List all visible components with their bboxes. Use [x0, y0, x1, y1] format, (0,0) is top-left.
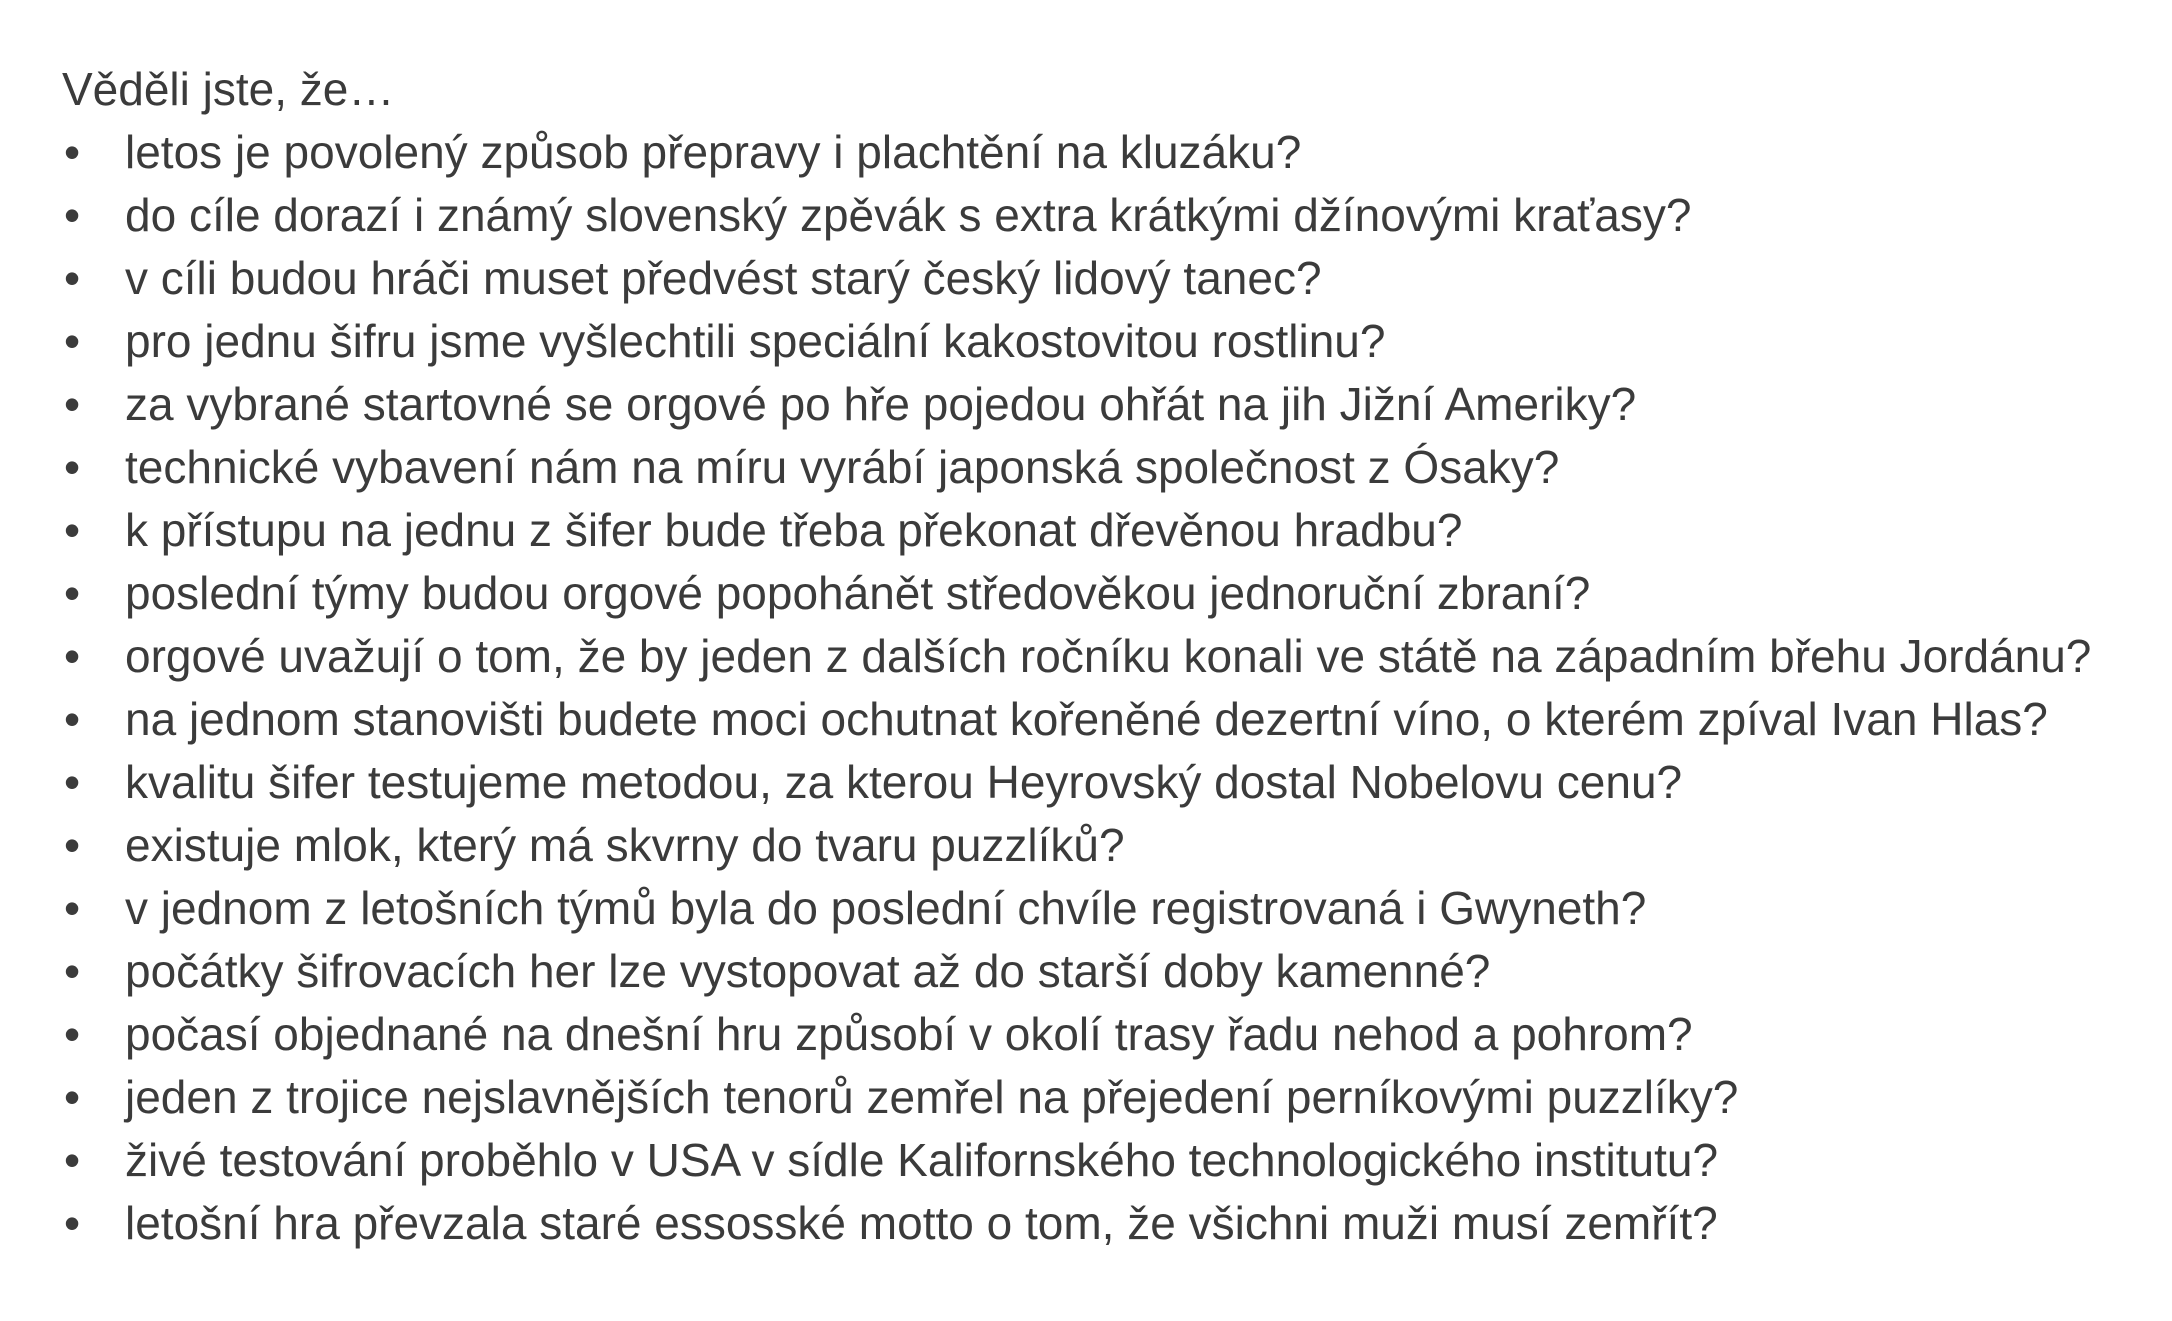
- bullet-icon: •: [64, 504, 81, 556]
- list-item: [62, 310, 2142, 373]
- list-item: [62, 247, 2142, 310]
- bullet-icon: •: [64, 1008, 81, 1060]
- bullet-icon: •: [64, 1134, 81, 1186]
- bullet-icon: •: [64, 1197, 81, 1249]
- list-item-text: kvalitu šifer testujeme metodou, za kterou Heyrovský dostal Nobelovu cenu?: [125, 756, 1683, 808]
- list-item: [62, 940, 2142, 1003]
- bullet-icon: •: [64, 315, 81, 367]
- bullet-icon: •: [64, 441, 81, 493]
- list-item: [62, 1129, 2142, 1192]
- list-item-text: za vybrané startovné se orgové po hře pojedou ohřát na jih Jižní Ameriky?: [125, 378, 1637, 430]
- list-item-text: poslední týmy budou orgové popohánět středověkou jednoruční zbraní?: [125, 567, 1591, 619]
- bullet-icon: •: [64, 693, 81, 745]
- list-item: [62, 877, 2142, 940]
- list-item-text: v cíli budou hráči muset předvést starý český lidový tanec?: [125, 252, 1322, 304]
- list-item: [62, 121, 2142, 184]
- list-item-text: existuje mlok, který má skvrny do tvaru puzzlíků?: [125, 819, 1125, 871]
- list-item: [62, 751, 2142, 814]
- list-item: [62, 184, 2142, 247]
- bullet-icon: •: [64, 189, 81, 241]
- list-item-text: do cíle dorazí i známý slovenský zpěvák s extra krátkými džínovými kraťasy?: [125, 189, 1692, 241]
- list-item-text: na jednom stanovišti budete moci ochutnat kořeněné dezertní víno, o kterém zpíval Ivan Hlas?: [125, 693, 2048, 745]
- bullet-icon: •: [64, 1071, 81, 1123]
- list-item: [62, 814, 2142, 877]
- bullet-icon: •: [64, 126, 81, 178]
- bullet-icon: •: [64, 252, 81, 304]
- intro-heading: Věděli jste, že…: [62, 63, 395, 115]
- bullet-icon: •: [64, 945, 81, 997]
- list-item-text: pro jednu šifru jsme vyšlechtili speciální kakostovitou rostlinu?: [125, 315, 1386, 367]
- list-item-text: počasí objednané na dnešní hru způsobí v okolí trasy řadu nehod a pohrom?: [125, 1008, 1693, 1060]
- facts-list: [62, 121, 2142, 1255]
- bullet-icon: •: [64, 630, 81, 682]
- list-item-text: počátky šifrovacích her lze vystopovat až do starší doby kamenné?: [125, 945, 1491, 997]
- list-item-text: orgové uvažují o tom, že by jeden z dalších ročníku konali ve státě na západním břehu Jordánu?: [125, 630, 2092, 682]
- list-item-text: letos je povolený způsob přepravy i plachtění na kluzáku?: [125, 126, 1302, 178]
- bullet-icon: •: [64, 819, 81, 871]
- list-item: [62, 1003, 2142, 1066]
- list-item: [62, 436, 2142, 499]
- list-item: [62, 499, 2142, 562]
- bullet-icon: •: [64, 378, 81, 430]
- list-item-text: technické vybavení nám na míru vyrábí japonská společnost z Ósaky?: [125, 441, 1560, 493]
- list-item-text: živé testování proběhlo v USA v sídle Kalifornského technologického institutu?: [125, 1134, 1719, 1186]
- bullet-icon: •: [64, 756, 81, 808]
- list-item-text: v jednom z letošních týmů byla do poslední chvíle registrovaná i Gwyneth?: [125, 882, 1647, 934]
- list-item: [62, 562, 2142, 625]
- list-item: [62, 373, 2142, 436]
- list-item: [62, 688, 2142, 751]
- list-item-text: k přístupu na jednu z šifer bude třeba překonat dřevěnou hradbu?: [125, 504, 1463, 556]
- did-you-know-section: [62, 58, 2142, 1255]
- list-item-text: letošní hra převzala staré essosské motto o tom, že všichni muži musí zemřít?: [125, 1197, 1718, 1249]
- bullet-icon: •: [64, 882, 81, 934]
- list-item: [62, 1192, 2142, 1255]
- list-item: [62, 625, 2142, 688]
- list-item: [62, 1066, 2142, 1129]
- list-item-text: jeden z trojice nejslavnějších tenorů zemřel na přejedení perníkovými puzzlíky?: [125, 1071, 1739, 1123]
- bullet-icon: •: [64, 567, 81, 619]
